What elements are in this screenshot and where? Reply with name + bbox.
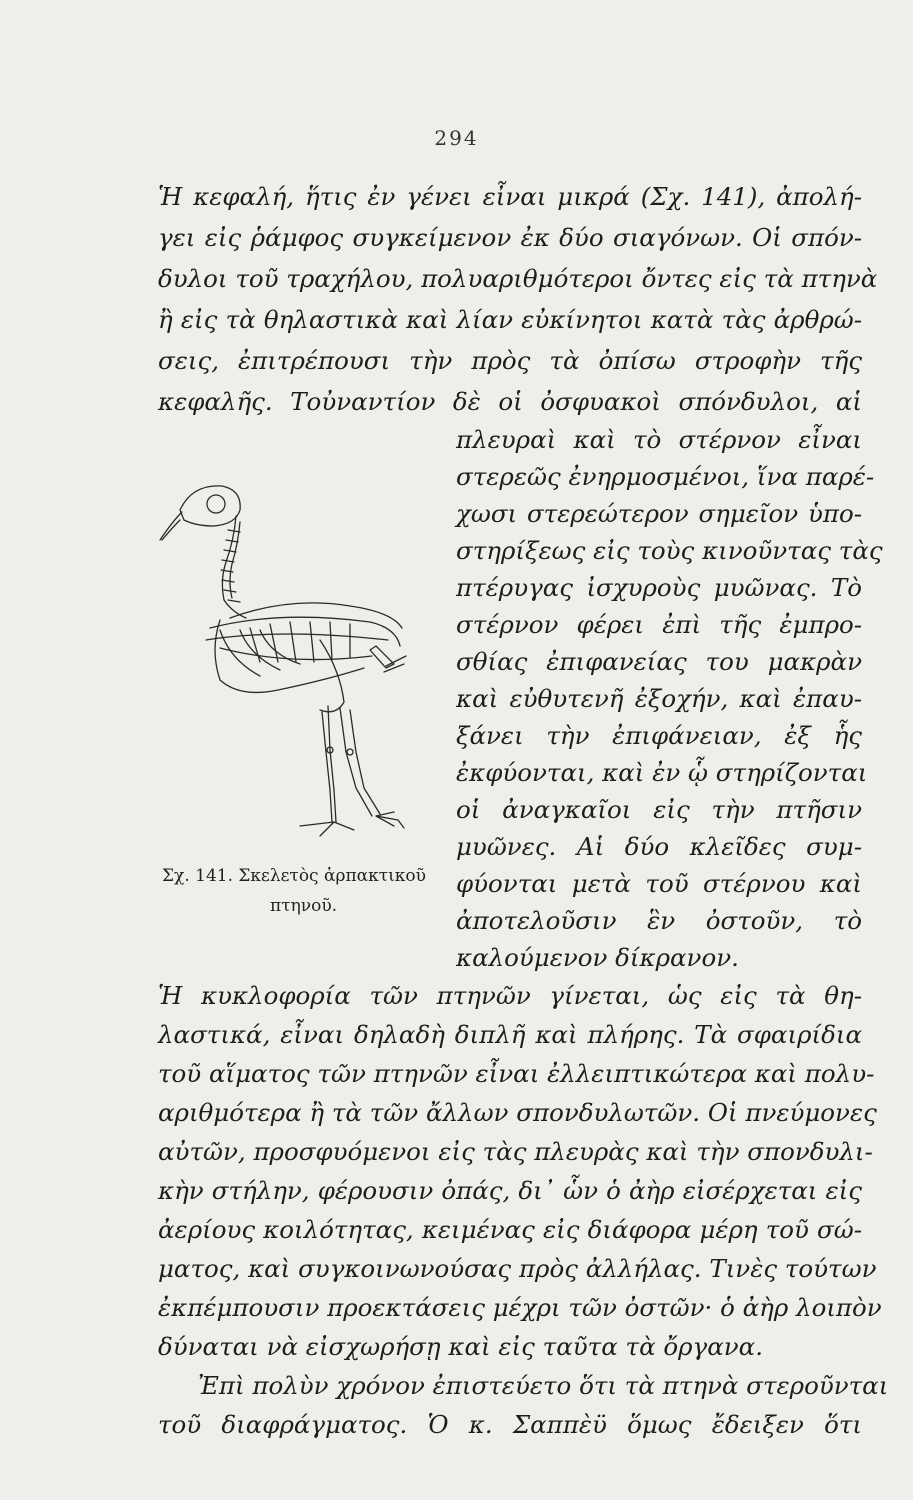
text-line: οἱ ἀναγκαῖοι εἰς τὴν πτῆσιν bbox=[456, 795, 862, 824]
text-line: ἀερίους κοιλότητας, κειμένας εἰς διάφορα μέρη τοῦ σώ- bbox=[158, 1215, 862, 1244]
text-line: κεφαλῆς. Τοὐναντίον δὲ οἱ ὀσφυακοὶ σπόνδυλοι, αἱ bbox=[158, 387, 862, 416]
text-line: ἐκφύονται, καὶ ἐν ᾧ στηρίζονται bbox=[456, 758, 868, 787]
text-line: Ἐπὶ πολὺν χρόνον ἐπιστεύετο ὅτι τὰ πτηνὰ στεροῦνται bbox=[198, 1371, 889, 1400]
text-line: λαστικά, εἶναι δηλαδὴ διπλῆ καὶ πλήρης. Τὰ σφαιρίδια bbox=[158, 1020, 862, 1049]
text-line: σεις, ἐπιτρέπουσι τὴν πρὸς τὰ ὀπίσω στροφὴν τῆς bbox=[158, 346, 862, 375]
text-line: ἢ εἰς τὰ θηλαστικὰ καὶ λίαν εὐκίνητοι κατὰ τὰς ἀρθρώ- bbox=[158, 305, 862, 334]
text-line: τοῦ αἵματος τῶν πτηνῶν εἶναι ἐλλειπτικώτερα καὶ πολυ- bbox=[158, 1059, 875, 1088]
text-line: καὶ εὐθυτενῆ ἐξοχήν, καὶ ἐπαυ- bbox=[456, 684, 862, 713]
text-line: γει εἰς ῥάμφος συγκείμενον ἐκ δύο σιαγόνων. Οἱ σπόν- bbox=[158, 223, 862, 252]
text-line: φύονται μετὰ τοῦ στέρνου καὶ bbox=[456, 869, 862, 898]
text-line: σθίας ἐπιφανείας του μακρὰν bbox=[456, 647, 862, 676]
text-line: στερεῶς ἐνηρμοσμένοι, ἵνα παρέ- bbox=[456, 462, 875, 491]
text-line: πτέρυγας ἰσχυροὺς μυῶνας. Τὸ bbox=[456, 573, 862, 602]
figure-caption: Σχ. 141. Σκελετὸς ἁρπακτικοῦ bbox=[162, 866, 426, 886]
text-line: καλούμενον δίκρανον. bbox=[456, 943, 739, 972]
text-line: Ἡ κεφαλή, ἥτις ἐν γένει εἶναι μικρά (Σχ. 141), ἀπολή- bbox=[158, 182, 862, 211]
text-line: χωσι στερεώτερον σημεῖον ὑπο- bbox=[456, 499, 862, 528]
figure-caption: πτηνοῦ. bbox=[270, 896, 338, 916]
text-line: αριθμότερα ἢ τὰ τῶν ἄλλων σπονδυλωτῶν. Οἱ πνεύμονες bbox=[158, 1098, 877, 1127]
text-line: Ἡ κυκλοφορία τῶν πτηνῶν γίνεται, ὡς εἰς τὰ θη- bbox=[158, 981, 862, 1010]
text-line: ἀποτελοῦσιν ἓν ὀστοῦν, τὸ bbox=[456, 906, 862, 935]
text-line: ἐκπέμπουσιν προεκτάσεις μέχρι τῶν ὀστῶν· ὁ ἀὴρ λοιπὸν bbox=[158, 1293, 882, 1322]
text-line: κὴν στήλην, φέρουσιν ὀπάς, δι᾽ ὧν ὁ ἀὴρ εἰσέρχεται εἰς bbox=[158, 1176, 862, 1205]
text-line: τοῦ διαφράγματος. Ὁ κ. Σαππὲϋ ὅμως ἔδειξεν ὅτι bbox=[158, 1410, 862, 1439]
text-line: ματος, καὶ συγκοινωνούσας πρὸς ἀλλήλας. Τινὲς τούτων bbox=[158, 1254, 877, 1283]
bird-skeleton-figure bbox=[150, 470, 450, 850]
page-number: 294 bbox=[434, 126, 479, 150]
text-line: αὐτῶν, προσφυόμενοι εἰς τὰς πλευρὰς καὶ τὴν σπονδυλι- bbox=[158, 1137, 873, 1166]
text-line: στηρίξεως εἰς τοὺς κινοῦντας τὰς bbox=[456, 536, 883, 565]
text-line: ξάνει τὴν ἐπιφάνειαν, ἐξ ἧς bbox=[456, 721, 862, 750]
text-line: πλευραὶ καὶ τὸ στέρνον εἶναι bbox=[456, 425, 862, 454]
text-line: δύναται νὰ εἰσχωρήσῃ καὶ εἰς ταῦτα τὰ ὄργανα. bbox=[158, 1332, 763, 1361]
text-line: δυλοι τοῦ τραχήλου, πολυαριθμότεροι ὄντες εἰς τὰ πτηνὰ bbox=[158, 264, 878, 293]
text-line: στέρνον φέρει ἐπὶ τῆς ἐμπρο- bbox=[456, 610, 862, 639]
text-line: μυῶνες. Αἱ δύο κλεῖδες συμ- bbox=[456, 832, 862, 861]
